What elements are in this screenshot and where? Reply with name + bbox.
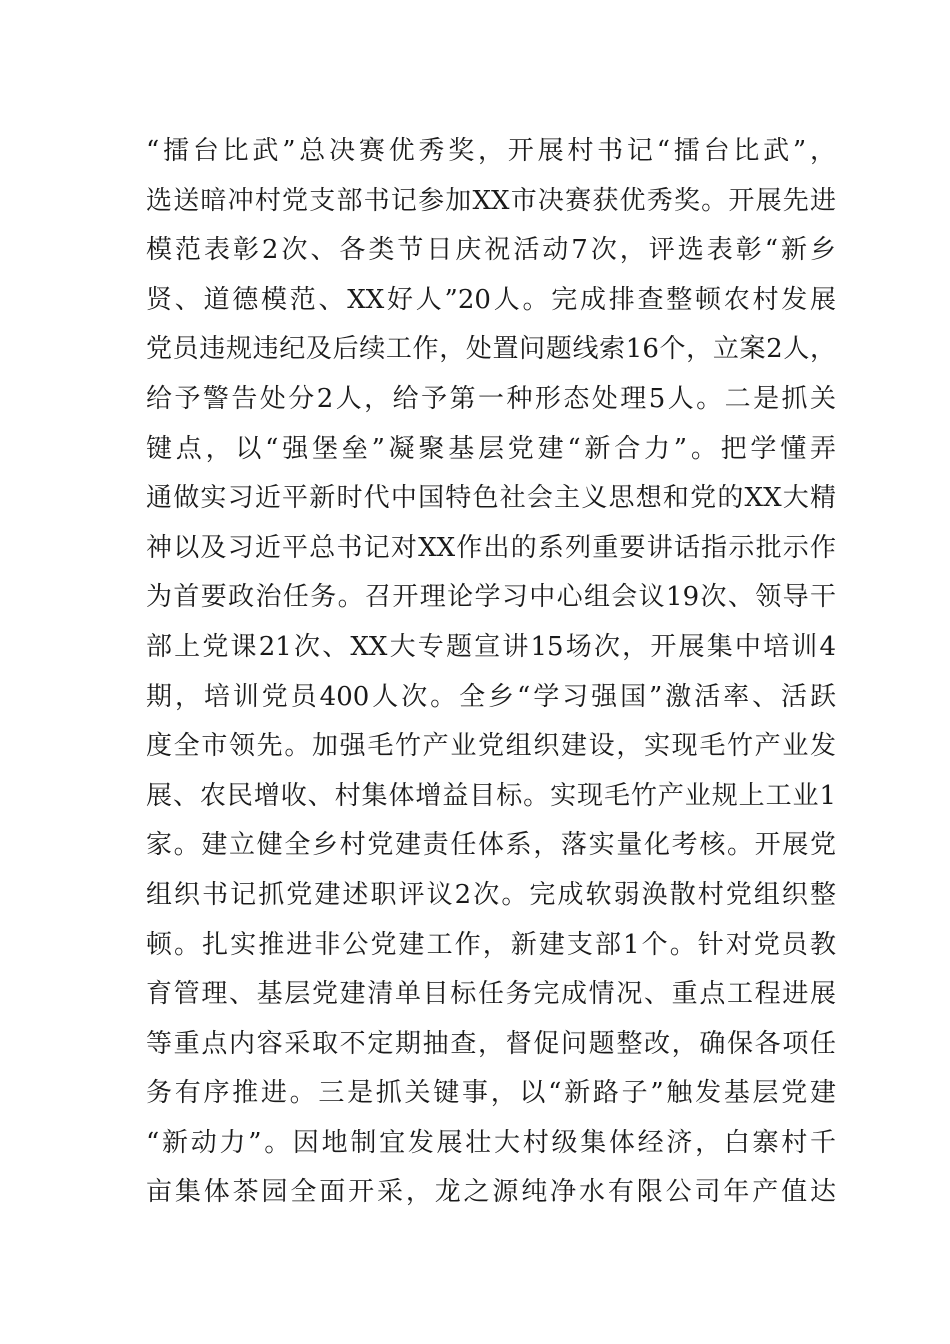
text-line: 育管理、基层党建清单目标任务完成情况、重点工程进展 [146, 979, 836, 1010]
text-line: 键点，以“强堡垒”凝聚基层党建“新合力”。把学懂弄 [146, 433, 836, 464]
text-line: “擂台比武”总决赛优秀奖，开展村书记“擂台比武”， [146, 136, 836, 166]
text-line: 党员违规违纪及后续工作，处置问题线索16个，立案2人， [146, 334, 836, 365]
text-line: 贤、道德模范、XX好人”20人。完成排查整顿农村发展 [146, 284, 836, 315]
text-line: 亩集体茶园全面开采，龙之源纯净水有限公司年产值达 [146, 1177, 836, 1208]
body-paragraph [146, 127, 836, 1218]
text-line: 顿。扎实推进非公党建工作，新建支部1个。针对党员教 [146, 929, 836, 960]
text-line: 模范表彰2次、各类节日庆祝活动7次，评选表彰“新乡 [146, 235, 836, 266]
text-line: 展、农民增收、村集体增益目标。实现毛竹产业规上工业1 [146, 780, 836, 811]
text-line: 家。建立健全乡村党建责任体系，落实量化考核。开展党 [146, 830, 836, 861]
text-line: 期，培训党员400人次。全乡“学习强国”激活率、活跃 [146, 681, 836, 712]
text-line: 度全市领先。加强毛竹产业党组织建设，实现毛竹产业发 [146, 731, 836, 762]
text-line: 神以及习近平总书记对XX作出的系列重要讲话指示批示作 [146, 532, 836, 563]
text-line: 务有序推进。三是抓关键事，以“新路子”触发基层党建 [146, 1078, 836, 1109]
text-line: “新动力”。因地制宜发展壮大村级集体经济，白寨村千 [146, 1127, 836, 1158]
text-line: 给予警告处分2人，给予第一种形态处理5人。二是抓关 [146, 383, 836, 414]
text-line: 通做实习近平新时代中国特色社会主义思想和党的XX大精 [146, 483, 836, 514]
text-line: 等重点内容采取不定期抽查，督促问题整改，确保各项任 [146, 1028, 836, 1059]
text-line: 选送暗冲村党支部书记参加XX市决赛获优秀奖。开展先进 [146, 185, 836, 216]
text-line: 部上党课21次、XX大专题宣讲15场次，开展集中培训4 [146, 631, 836, 662]
text-line: 为首要政治任务。召开理论学习中心组会议19次、领导干 [146, 582, 836, 613]
text-line: 组织书记抓党建述职评议2次。完成软弱涣散村党组织整 [146, 879, 836, 910]
